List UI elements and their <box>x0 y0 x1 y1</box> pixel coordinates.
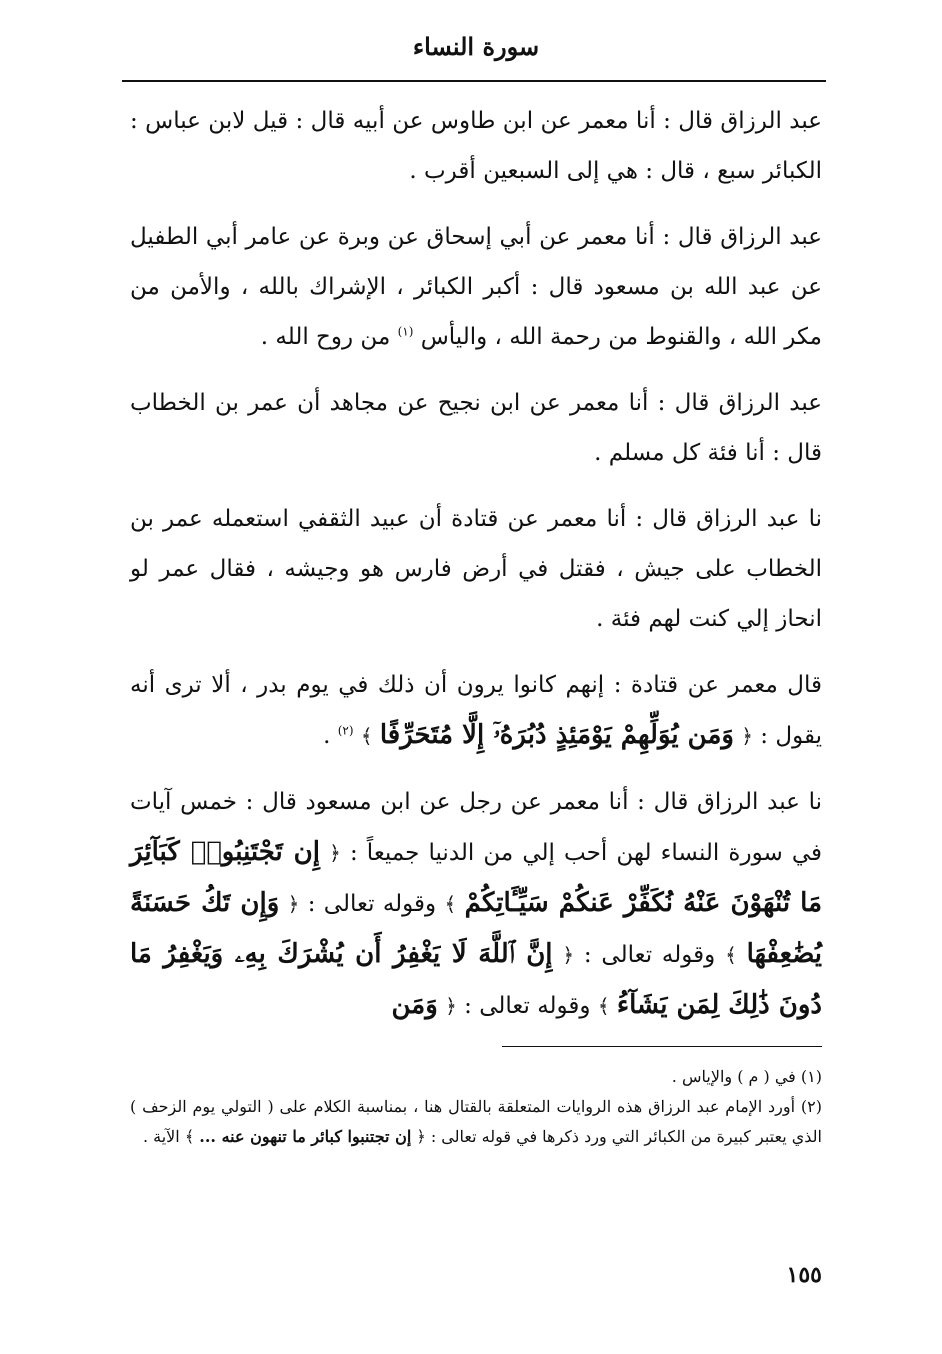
ornate-bracket-close: ﴾ <box>597 994 610 1018</box>
verse-connector-2: وقوله تعالى : <box>583 942 716 968</box>
quran-verse: وَمَن يُوَلِّهِمْ يَوْمَئِذٍ دُبُرَهُۥٓ إِلَّا مُتَحَرِّفًا <box>379 720 734 750</box>
page-title: سورة النساء <box>412 32 540 61</box>
paragraph-2-text: عبد الرزاق قال : أنا معمر عن أبي إسحاق عن وبرة عن عامر أبي الطفيل عن عبد الله بن مسعود قال : أكبر الكبائر ، الإشراك بالله ، والأمن من مكر الله ، والقنوط من رحمة الله ، واليأس <box>130 224 822 350</box>
paragraph-5-text: قال معمر عن قتادة : إنهم كانوا يرون أن ذلك في يوم بدر ، ألا ترى أنه يقول : <box>130 672 822 749</box>
paragraph-4: نا عبد الرزاق قال : أنا معمر عن قتادة أن عبيد الثقفي استعمله عمر بن الخطاب على جيش ، فقتل في أرض فارس هو وجيشه ، فقال عمر لو انحاز إلي كنت لهم فئة . <box>130 506 822 632</box>
footnote-2-end: الآية . <box>142 1127 180 1146</box>
ornate-bracket-close: ﴾ <box>444 892 457 916</box>
footnote-divider <box>502 1046 822 1047</box>
page-number: ١٥٥ <box>786 1262 822 1288</box>
footnote-ref-2[interactable]: (٢) <box>337 723 354 738</box>
main-text <box>130 96 822 1031</box>
paragraph-2-end: من روح الله . <box>260 324 391 350</box>
paragraph-3: عبد الرزاق قال : أنا معمر عن ابن نجيح عن مجاهد أن عمر بن الخطاب قال : أنا فئة كل مسلم . <box>130 390 822 466</box>
footnote-ref-1[interactable]: (١) <box>397 324 414 339</box>
ornate-bracket-open: ﴿ <box>445 994 457 1018</box>
paragraph-6 <box>130 777 822 1031</box>
footnote-quran-quote: إن تجتنبوا كبائر ما تنهون عنه ... <box>199 1127 412 1146</box>
quran-verse-4: وَمَن <box>391 990 438 1020</box>
quran-verse-3: إِنَّ ٱللَّهَ لَا يَغْفِرُ أَن يُشْرَكَ بِهِۦ وَيَغْفِرُ مَا دُونَ ذَٰلِكَ لِمَن يَشَآءُ <box>130 939 822 1020</box>
ornate-bracket-open: ﴿ <box>416 1127 426 1146</box>
ornate-bracket-close: ﴾ <box>184 1127 195 1146</box>
ornate-bracket-open: ﴿ <box>562 943 575 967</box>
verse-connector-1: وقوله تعالى : <box>307 891 437 917</box>
ornate-bracket-open: ﴿ <box>329 841 341 865</box>
ornate-bracket-close: ﴾ <box>725 943 737 967</box>
ornate-bracket-open: ﴿ <box>287 892 300 916</box>
paragraph-5 <box>130 660 822 761</box>
footnote-1: (١) في ( م ) والإياس . <box>671 1067 822 1086</box>
footnote-2-text: (٢) أورد الإمام عبد الرزاق هذه الروايات المتعلقة بالقتال هنا ، بمناسبة الكلام على ( التولي يوم الزحف ) الذي يعتبر كبيرة من الكبائر التي ورد ذكرها في قوله تعالى : <box>130 1097 823 1146</box>
header-divider <box>122 80 826 82</box>
paragraph-6-text: نا عبد الرزاق قال : أنا معمر عن رجل عن ابن مسعود قال : خمس آيات في سورة النساء لهن أحب إلي من الدنيا جميعاً : <box>130 789 823 866</box>
verse-connector-3: وقوله تعالى : <box>464 993 591 1019</box>
book-page <box>130 0 822 1354</box>
footnotes <box>130 1062 822 1152</box>
ornate-bracket-open: ﴿ <box>741 724 753 748</box>
paragraph-1: عبد الرزاق قال : أنا معمر عن ابن طاوس عن أبيه قال : قيل لابن عباس : الكبائر سبع ، قال : هي إلى السبعين أقرب . <box>130 108 822 184</box>
quran-verse-1: إِن تَجْتَنِبُوا۟ كَبَآئِرَ مَا تُنْهَوْنَ عَنْهُ نُكَفِّرْ عَنكُمْ سَيِّـَٔاتِكُمْ <box>130 837 823 918</box>
paragraph-5-end: . <box>323 723 331 749</box>
footnote-2 <box>130 1092 822 1152</box>
ornate-bracket-close: ﴾ <box>360 724 373 748</box>
paragraph-2 <box>130 212 822 362</box>
quran-verse-2: وَإِن تَكُ حَسَنَةً يُضَٰعِفْهَا <box>130 888 822 969</box>
